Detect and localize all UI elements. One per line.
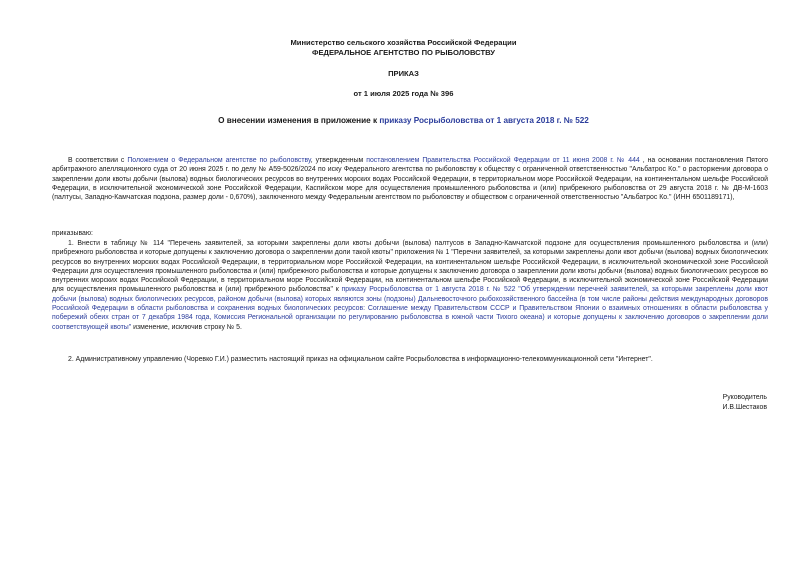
government-decree-link[interactable]: постановлением Правительства Российской Федерации от 11 июня 2008 г. № 444 [366, 157, 640, 164]
item-2-paragraph [52, 355, 768, 364]
item-1-text-2: изменение, исключив строку № 5. [131, 323, 242, 331]
signatory-name: И.В.Шестаков [722, 404, 767, 411]
title-prefix: О внесении изменения в приложение к [218, 116, 380, 125]
signature-block [723, 393, 767, 413]
preamble-text-1: В соответствии с [68, 157, 128, 164]
item-1-paragraph [52, 239, 768, 332]
item-2-text: 2. Административному управлению (Чоревко Г.И.) разместить настоящий приказ на официальном сайте Росрыболовства в информационно-телекоммуникационной сети "Интернет". [68, 356, 653, 363]
title-order-link[interactable]: приказу Росрыболовства от 1 августа 2018 г. № 522 [379, 116, 589, 125]
signatory-position: Руководитель [722, 394, 767, 401]
preamble-text-2: , утвержденным [310, 157, 367, 164]
ministry-heading: Министерство сельского хозяйства Российской Федерации [290, 38, 517, 47]
order-522-link[interactable]: приказу Росрыболовства от 1 августа 2018 г. № 522 "Об утверждении перечней заявителей, за которыми закреплены доли квот добычи (вылова) водных биологических ресурсов, районом добычи (вылова) которых являются зоны (подзоны) Дальневосточного рыбохозяйственного бассейна (в том числе районы действия международных договоров Российской Федерации в области рыболовства и сохранения водных биологических ресурсов: Соглашение между Правительством СССР и Правительством Японии о взаимных отношениях в области рыболовства у побережий обеих стран от 7 декабря 1984 года, Комиссия Региональной организации по регулированию рыболовства в южной части Тихого океана) и которые допущены к заключению договоров о закреплении доли соответствующей квоты" [52, 286, 768, 331]
doc-date-number: от 1 июля 2025 года № 396 [353, 89, 454, 98]
doc-type-heading: ПРИКАЗ [388, 69, 419, 78]
item-1-text-1: 1. Внести в таблицу № 114 "Перечень заявителей, за которыми закреплены доли квоты добычи (вылова) палтусов в Западно-Камчатской подзоне для осуществления промышленного рыболовства и (или) прибрежного рыболовства и которые допущены к заключению договора о закреплении доли такой квоты" приложения № 1 "Перечни заявителей, за которыми закреплены доли квот добычи (вылова) водных биологических ресурсов во внутренних морских водах Российской Федерации, в территориальном море Российской Федерации, на континентальном шельфе Российской Федерации, в исключительной экономической зоне Российской Федерации для осуществления промышленного рыболовства и (или) прибрежного рыболовства и которые допущены к заключению договора о закреплении доли квоты добычи (вылова) водных биологических ресурсов во внутренних морских водах Российской Федерации, в территориальном море Российской Федерации, на континентальном шельфе Российской Федерации, в исключительной экономической зоне Российской Федерации для осуществления промышленного рыболовства и (или) прибрежного рыболовства" к [52, 240, 768, 294]
document-title [0, 116, 807, 126]
preamble-paragraph [52, 156, 768, 202]
regulation-link[interactable]: Положением о Федеральном агентстве по рыболовству [127, 157, 311, 164]
preamble-text-3: , на основании постановления Пятого арбитражного апелляционного суда от 20 июня 2025 г. по делу № А59-5026/2024 по иску Федерального агентства по рыболовству к обществу с ограниченной ответственностью "Альбатрос Ко." о расторжении договора о закреплении доли квоты добычи (вылова) водных биологических ресурсов во внутренних морских водах Российской Федерации, в территориальном море Российской Федерации, на континентальном шельфе Российской Федерации, в исключительной экономической зоне Российской Федерации, Каспийском море для осуществления промышленного рыболовства и (или) прибрежного рыболовства от 29 августа 2018 г. № ДВ-М-1603 (палтусы, Западно-Камчатская подзона, размер доли - 0,670%), заключенного между Федеральным агентством по рыболовству и обществом с ограниченной ответственностью "Альбатрос Ко." (ИНН 6501189171), [52, 157, 769, 202]
agency-heading: ФЕДЕРАЛЬНОЕ АГЕНТСТВО ПО РЫБОЛОВСТВУ [312, 48, 495, 57]
order-word: приказываю: [52, 230, 93, 237]
